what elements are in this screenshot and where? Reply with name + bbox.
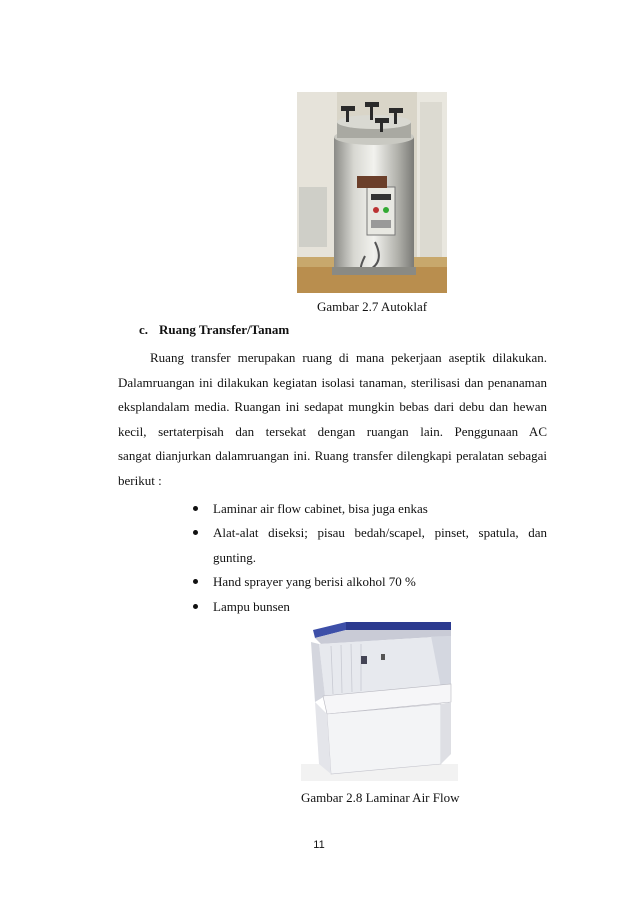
paragraph-line: Ruang transfer merupakan ruang di mana pekerjaan aseptik dilakukan. [150, 350, 547, 365]
figure-caption: Gambar 2.7 Autoklaf [317, 299, 428, 314]
paragraph-line: kecil, sertaterpisah dan tersekat dengan ruangan lain. Penggunaan AC [118, 423, 547, 439]
page-number: 11 [313, 839, 325, 851]
bullet-icon [193, 604, 198, 609]
bullet-icon [193, 530, 198, 535]
autoclave-image [297, 92, 447, 293]
list-item: Alat-alat diseksi; pisau bedah/scapel, pinset, spatula, dan gunting. [190, 521, 547, 570]
section-letter: c. [139, 322, 149, 337]
section-title: Ruang Transfer/Tanam [159, 322, 290, 337]
list-item: Laminar air flow cabinet, bisa juga enkas [190, 497, 547, 521]
bullet-icon [193, 506, 198, 511]
laminar-air-flow-image [301, 614, 458, 781]
list-item: Hand sprayer yang berisi alkohol 70 % [190, 570, 547, 594]
section-heading [139, 322, 289, 338]
paragraph-line: eksplandalam media. Ruangan ini sedapat mungkin bebas dari debu dan hewan [118, 399, 547, 415]
paragraph-line: Dalamruangan ini dilakukan kegiatan isolasi tanaman, sterilisasi dan penanaman [118, 374, 547, 390]
equipment-list [190, 497, 547, 619]
bullet-icon [193, 579, 198, 584]
figure-caption: Gambar 2.8 Laminar Air Flow [301, 790, 460, 805]
list-item: Lampu bunsen [190, 595, 547, 619]
body-paragraph [118, 346, 547, 494]
paragraph-line: berikut : [118, 472, 162, 488]
paragraph-line: sangat dianjurkan dalamruangan ini. Ruang transfer dilengkapi peralatan sebagai [118, 448, 547, 464]
